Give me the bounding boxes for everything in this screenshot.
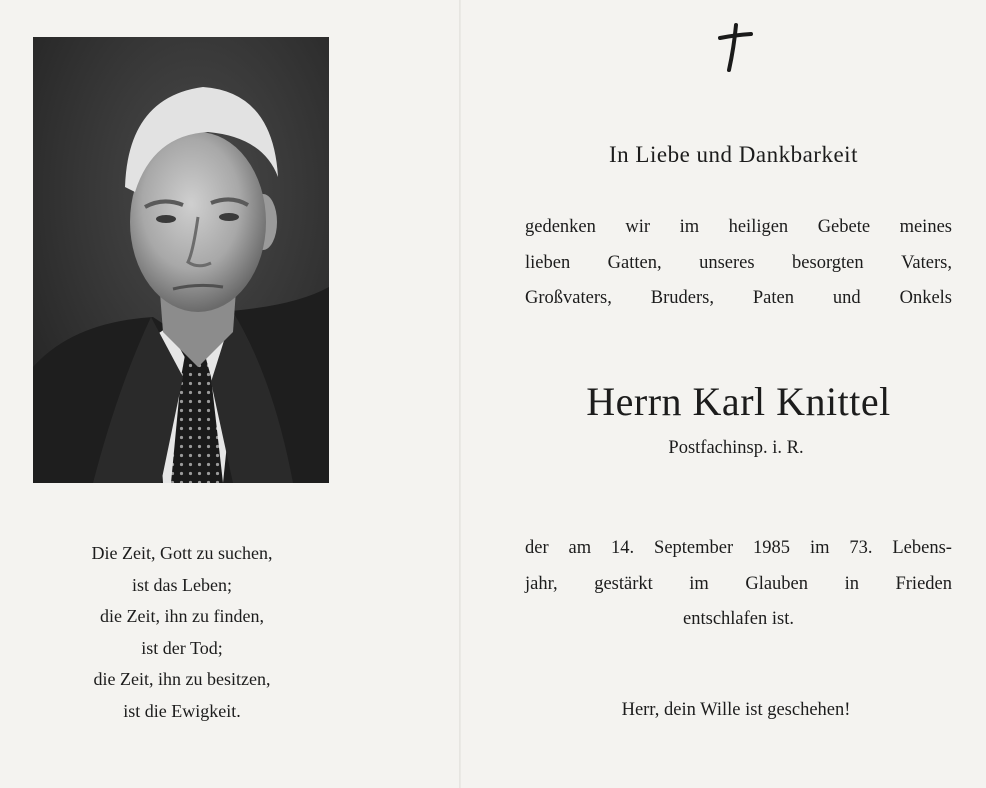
word: Gatten, <box>607 252 662 273</box>
right-page <box>461 0 986 788</box>
word: Paten <box>752 288 794 308</box>
deceased-name: Herrn Karl Knittel <box>586 379 891 424</box>
poem-line: ist das Leben; <box>132 574 232 595</box>
word: wir <box>625 217 651 237</box>
word: Lebens- <box>892 538 952 558</box>
poem-line: die Zeit, ihn zu finden, <box>100 606 264 627</box>
dedication-line <box>525 281 952 317</box>
poem-line: Die Zeit, Gott zu suchen, <box>91 543 273 563</box>
poem <box>0 538 364 728</box>
dedication-line <box>525 210 952 246</box>
death-line <box>525 567 952 603</box>
word: meines <box>899 217 952 237</box>
word: im <box>809 538 830 558</box>
word: besorgten <box>792 252 864 273</box>
word: Großvaters, <box>525 288 612 308</box>
word: September <box>654 538 734 558</box>
word: jahr, <box>525 573 558 594</box>
intro-heading: In Liebe und Dankbarkeit <box>609 142 858 167</box>
closing-line: Herr, dein Wille ist geschehen! <box>621 700 851 720</box>
word: 14. <box>611 538 635 558</box>
word: lieben <box>525 252 571 273</box>
word: im <box>689 573 709 594</box>
left-page <box>0 0 460 788</box>
word: und <box>832 288 861 308</box>
word: 73. <box>849 538 873 558</box>
word: Gebete <box>817 217 871 237</box>
poem-line: ist die Ewigkeit. <box>123 700 241 721</box>
word: gedenken <box>525 217 596 237</box>
dedication-line <box>525 246 952 282</box>
word: gestärkt <box>594 573 653 594</box>
death-notice-text <box>525 531 952 638</box>
dedication-text <box>525 210 952 317</box>
portrait-illustration <box>33 37 329 483</box>
word: in <box>844 573 859 594</box>
portrait-photo <box>33 37 329 483</box>
death-line: entschlafen ist. <box>683 609 794 629</box>
word: Onkels <box>899 288 952 308</box>
word: heiligen <box>728 217 789 237</box>
word: im <box>679 217 700 237</box>
word: der <box>525 538 549 558</box>
cross-icon <box>715 22 755 74</box>
word: unseres <box>699 252 755 273</box>
poem-line: die Zeit, ihn zu besitzen, <box>93 669 271 690</box>
death-line <box>525 531 952 567</box>
word: am <box>568 538 592 558</box>
word: 1985 <box>753 538 791 558</box>
occupation: Postfachinsp. i. R. <box>668 438 804 458</box>
word: Glauben <box>745 573 809 594</box>
word: Bruders, <box>650 288 714 308</box>
word: Frieden <box>895 573 952 594</box>
poem-line: ist der Tod; <box>141 637 223 658</box>
word: Vaters, <box>901 252 952 273</box>
